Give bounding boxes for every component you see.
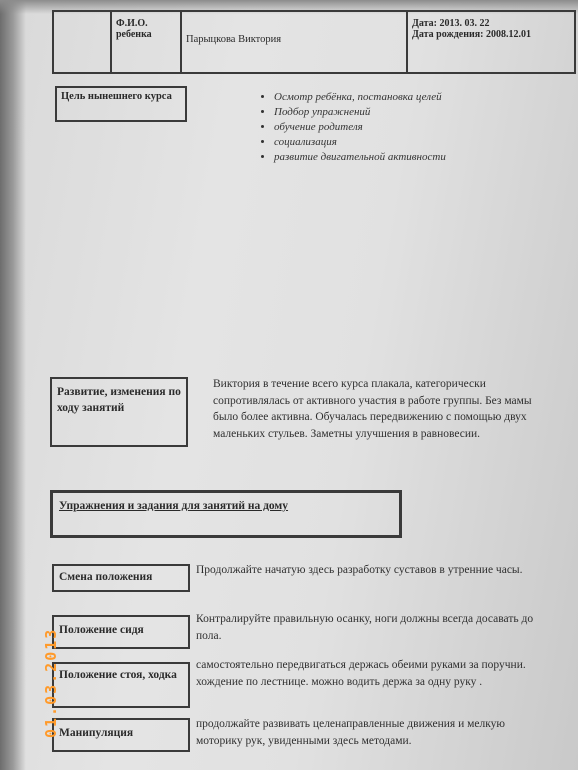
course-goals-list (258, 90, 446, 165)
row-label-standing: Положение стоя, ходка (59, 669, 177, 681)
goal-item: • Подбор упражнений (274, 105, 446, 120)
course-goals-label-box (55, 86, 187, 122)
goal-item: • обучение родителя (274, 120, 446, 135)
progress-label: Развитие, изменения по ходу занятий (57, 386, 181, 414)
fio-label: Ф.И.О. ребенка (112, 12, 182, 72)
date-line: Дата: 2013. 03. 22 (412, 18, 490, 29)
row-text-manipulation: продолжайте развивать целенаправленные движения и мелкую моторику рук, увиденными здесь методами. (196, 718, 506, 747)
photo-shadow-left (0, 0, 26, 770)
homework-row-label-box (52, 564, 190, 592)
row-text-position-change: Продолжайте начатую здесь разработку суставов в утренние часы. (196, 564, 523, 576)
homework-title: Упражнения и задания для занятий на дому (59, 500, 289, 512)
child-name: Парыцкова Виктория (182, 12, 408, 72)
row-text-standing: самостоятельно передвигаться держась обеими руками за поручни. хождение по лестнице. можно водить держа за одну руку . (196, 659, 526, 688)
homework-title-box (50, 490, 402, 538)
header-table (52, 10, 576, 74)
goal-item: • социализация (274, 135, 446, 150)
dates-cell (408, 12, 570, 72)
row-label-position-change: Смена положения (59, 571, 153, 583)
progress-text: Виктория в течение всего курса плакала, категорически сопротивлялась от активного участия в работе группы. Без мамы было более активна. Обучалась передвижению с помощью двух маленьких стульев. Заметны улучшения в равновесии. (213, 378, 532, 440)
header-blank-cell (54, 12, 112, 72)
goal-item: • Осмотр ребёнка, постановка целей (274, 90, 446, 105)
goal-item: • развитие двигательной активности (274, 150, 446, 165)
birth-date-line: Дата рождения: 2008.12.01 (412, 29, 531, 40)
homework-row-label-box (52, 615, 190, 649)
camera-date-stamp: 01.03.2013 (42, 627, 60, 738)
row-label-sitting: Положение сидя (59, 624, 144, 636)
homework-row-label-box (52, 718, 190, 752)
course-goals-label: Цель нынешнего курса (61, 91, 172, 102)
row-label-manipulation: Манипуляция (59, 727, 134, 739)
progress-label-box (50, 377, 188, 447)
row-text-sitting: Контралируйте правильную осанку, ноги должны всегда досавать до пола. (196, 613, 534, 642)
homework-row-label-box (52, 662, 190, 708)
